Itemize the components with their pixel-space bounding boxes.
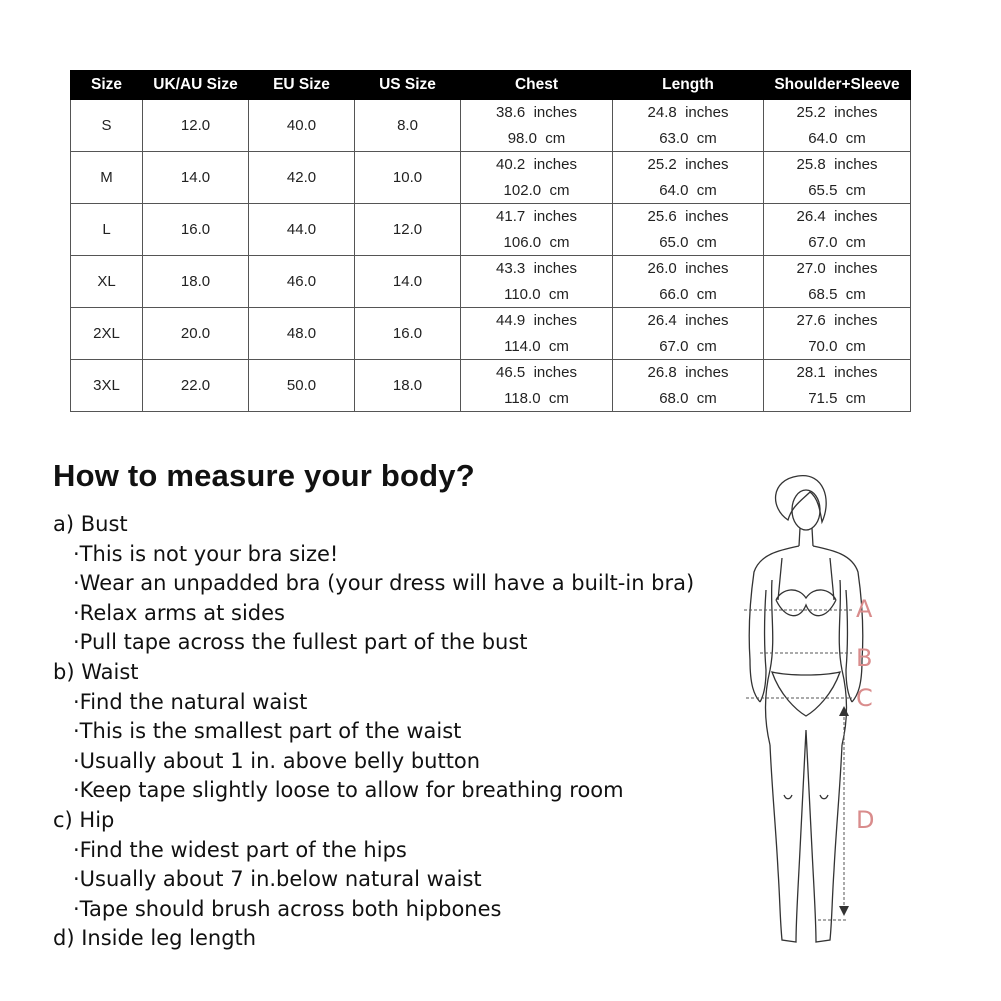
inches-line <box>461 360 612 386</box>
cm-value: 68.5 <box>808 285 838 303</box>
cm-value: 64.0 <box>808 129 838 147</box>
cell-size: M <box>71 152 143 204</box>
inches-unit: inches <box>685 156 729 173</box>
header-eu-size: EU Size <box>249 71 355 100</box>
cell-length <box>613 256 764 308</box>
cm-unit: cm <box>696 389 717 407</box>
table-row <box>71 204 911 256</box>
inches-unit: inches <box>834 364 878 381</box>
inches-line <box>613 308 763 334</box>
cm-unit: cm <box>549 181 570 199</box>
cell-size: S <box>71 100 143 152</box>
cm-value: 98.0 <box>507 129 537 147</box>
inches-unit: inches <box>834 156 878 173</box>
inches-line <box>461 152 612 178</box>
guide-tip: ·Wear an unpadded bra (your dress will have a built-in bra) <box>73 571 695 596</box>
cell-shoulder-sleeve <box>764 360 911 412</box>
cell-us-size: 8.0 <box>355 100 461 152</box>
cm-value: 67.0 <box>808 233 838 251</box>
cm-value: 118.0 <box>504 389 541 407</box>
table-header-row <box>71 71 911 100</box>
inches-value: 26.4 <box>647 312 677 329</box>
cell-eu-size: 50.0 <box>249 360 355 412</box>
label-b: B <box>856 644 873 672</box>
cm-value: 64.0 <box>659 181 689 199</box>
cm-unit: cm <box>845 337 866 355</box>
cell-eu-size: 44.0 <box>249 204 355 256</box>
size-chart-table <box>70 70 911 412</box>
table-row <box>71 256 911 308</box>
cell-chest <box>461 256 613 308</box>
inches-unit: inches <box>533 208 577 225</box>
cm-line <box>461 334 612 360</box>
cm-value: 102.0 <box>503 181 542 199</box>
table-row <box>71 308 911 360</box>
cell-uk-au-size: 14.0 <box>143 152 249 204</box>
header-us-size: US Size <box>355 71 461 100</box>
cell-length <box>613 308 764 360</box>
inches-unit: inches <box>685 312 729 329</box>
cell-eu-size: 48.0 <box>249 308 355 360</box>
label-a: A <box>856 595 873 623</box>
inches-value: 43.3 <box>496 260 526 277</box>
inches-value: 24.8 <box>647 104 677 121</box>
cm-line <box>461 386 612 412</box>
inches-value: 40.2 <box>496 156 526 173</box>
cm-unit: cm <box>696 285 717 303</box>
cell-size: 3XL <box>71 360 143 412</box>
guide-tip: ·Find the natural waist <box>73 689 308 714</box>
cell-shoulder-sleeve <box>764 256 911 308</box>
cm-unit: cm <box>696 181 717 199</box>
inches-unit: inches <box>533 104 577 121</box>
inches-value: 25.8 <box>796 156 826 173</box>
inches-unit: inches <box>533 364 577 381</box>
cm-line <box>764 126 910 152</box>
cm-value: 71.5 <box>808 389 838 407</box>
cell-uk-au-size: 18.0 <box>143 256 249 308</box>
cell-shoulder-sleeve <box>764 100 911 152</box>
inches-value: 27.6 <box>796 312 826 329</box>
cm-line <box>461 178 612 204</box>
inches-value: 46.5 <box>496 364 526 381</box>
cm-unit: cm <box>548 389 569 407</box>
cm-line <box>461 282 612 308</box>
inches-line <box>613 152 763 178</box>
cell-size: 2XL <box>71 308 143 360</box>
guide-section-heading: d) Inside leg length <box>53 926 257 951</box>
inches-value: 44.9 <box>496 312 526 329</box>
cm-line <box>764 334 910 360</box>
cm-unit: cm <box>696 233 717 251</box>
cm-line <box>613 178 763 204</box>
inches-value: 27.0 <box>796 260 826 277</box>
cell-eu-size: 42.0 <box>249 152 355 204</box>
cm-unit: cm <box>545 129 566 147</box>
cm-unit: cm <box>845 389 866 407</box>
inches-unit: inches <box>685 364 729 381</box>
cell-uk-au-size: 22.0 <box>143 360 249 412</box>
cm-unit: cm <box>548 285 569 303</box>
inches-line <box>764 256 910 282</box>
arrow-down-icon <box>839 906 849 916</box>
cm-value: 110.0 <box>504 285 541 303</box>
inches-value: 28.1 <box>796 364 826 381</box>
cm-value: 67.0 <box>659 337 689 355</box>
table-row <box>71 100 911 152</box>
neck-outline <box>799 528 813 546</box>
guide-tip: ·Find the widest part of the hips <box>73 837 407 862</box>
cm-line <box>461 126 612 152</box>
cm-value: 70.0 <box>808 337 838 355</box>
guide-section-heading: a) Bust <box>53 512 128 536</box>
guide-tip: ·Pull tape across the fullest part of the bust <box>73 630 528 655</box>
inches-unit: inches <box>834 312 878 329</box>
inches-line <box>764 100 910 126</box>
legs-outline <box>770 730 842 942</box>
cell-chest <box>461 100 613 152</box>
inches-value: 41.7 <box>496 208 526 225</box>
header-uk-au-size: UK/AU Size <box>143 71 249 100</box>
cm-line <box>764 386 910 412</box>
cm-value: 63.0 <box>659 129 689 147</box>
cell-length <box>613 100 764 152</box>
cell-us-size: 14.0 <box>355 256 461 308</box>
cm-unit: cm <box>845 129 866 147</box>
cell-shoulder-sleeve <box>764 204 911 256</box>
cm-line <box>613 282 763 308</box>
cell-us-size: 16.0 <box>355 308 461 360</box>
cell-chest <box>461 308 613 360</box>
cell-chest <box>461 360 613 412</box>
inches-unit: inches <box>533 312 577 329</box>
cell-size: L <box>71 204 143 256</box>
cm-value: 106.0 <box>503 233 542 251</box>
inches-value: 25.2 <box>647 156 677 173</box>
inches-unit: inches <box>834 260 878 277</box>
inches-value: 25.2 <box>796 104 826 121</box>
inches-unit: inches <box>685 104 729 121</box>
header-length: Length <box>613 71 764 100</box>
cm-line <box>613 386 763 412</box>
cell-us-size: 12.0 <box>355 204 461 256</box>
table-row <box>71 360 911 412</box>
cm-unit: cm <box>845 233 866 251</box>
cell-uk-au-size: 12.0 <box>143 100 249 152</box>
cell-eu-size: 40.0 <box>249 100 355 152</box>
guide-section-heading: b) Waist <box>53 659 139 684</box>
inches-unit: inches <box>685 260 729 277</box>
cell-chest <box>461 152 613 204</box>
inches-line <box>764 204 910 230</box>
guide-tip: ·Keep tape slightly loose to allow for breathing room <box>73 778 624 803</box>
body-measurement-figure <box>720 470 890 960</box>
cell-length <box>613 204 764 256</box>
briefs-outline <box>772 672 840 716</box>
cm-value: 66.0 <box>659 285 689 303</box>
header-chest: Chest <box>461 71 613 100</box>
cell-shoulder-sleeve <box>764 152 911 204</box>
label-d: D <box>856 806 875 834</box>
arms-inner-outline <box>760 590 852 702</box>
header-size: Size <box>71 71 143 100</box>
inches-line <box>613 256 763 282</box>
cell-chest <box>461 204 613 256</box>
cm-line <box>461 230 612 256</box>
inches-line <box>461 100 612 126</box>
cm-unit: cm <box>548 337 569 355</box>
inches-line <box>613 204 763 230</box>
cm-line <box>613 334 763 360</box>
cm-line <box>764 178 910 204</box>
inches-line <box>764 152 910 178</box>
cell-uk-au-size: 16.0 <box>143 204 249 256</box>
inches-line <box>613 100 763 126</box>
cm-line <box>764 282 910 308</box>
hair-outline <box>776 476 827 522</box>
cm-unit: cm <box>696 337 717 355</box>
cm-value: 114.0 <box>504 337 541 355</box>
cell-length <box>613 360 764 412</box>
guide-tip: ·Relax arms at sides <box>73 600 285 625</box>
knees-outline <box>784 795 828 799</box>
cm-value: 65.5 <box>808 181 838 199</box>
inches-unit: inches <box>533 260 577 277</box>
cell-us-size: 18.0 <box>355 360 461 412</box>
cm-line <box>613 230 763 256</box>
cell-length <box>613 152 764 204</box>
inches-line <box>613 360 763 386</box>
guide-tip: ·Usually about 7 in.below natural waist <box>73 867 482 892</box>
cell-eu-size: 46.0 <box>249 256 355 308</box>
inches-line <box>461 256 612 282</box>
inches-line <box>461 204 612 230</box>
table-row <box>71 152 911 204</box>
guide-section-heading: c) Hip <box>53 807 115 832</box>
cell-size: XL <box>71 256 143 308</box>
inches-value: 26.0 <box>647 260 677 277</box>
cell-uk-au-size: 20.0 <box>143 308 249 360</box>
inches-line <box>461 308 612 334</box>
measure-guide-title: How to measure your body? <box>53 458 475 493</box>
bra-outline <box>776 558 836 616</box>
inches-line <box>764 308 910 334</box>
arrow-up-icon <box>839 706 849 716</box>
label-c: C <box>856 684 873 712</box>
guide-tip: ·This is not your bra size! <box>73 541 339 566</box>
measure-guide-list <box>53 510 694 954</box>
header-shoulder-sleeve: Shoulder+Sleeve <box>764 71 911 100</box>
inches-value: 25.6 <box>647 208 677 225</box>
cell-shoulder-sleeve <box>764 308 911 360</box>
cm-unit: cm <box>845 285 866 303</box>
guide-tip: ·Usually about 1 in. above belly button <box>73 748 481 773</box>
cm-value: 68.0 <box>659 389 689 407</box>
cell-us-size: 10.0 <box>355 152 461 204</box>
inches-line <box>764 360 910 386</box>
inches-value: 26.8 <box>647 364 677 381</box>
cm-unit: cm <box>549 233 570 251</box>
inches-unit: inches <box>834 208 878 225</box>
inches-unit: inches <box>685 208 729 225</box>
inches-value: 26.4 <box>796 208 826 225</box>
guide-tip: ·Tape should brush across both hipbones <box>73 896 502 921</box>
inches-value: 38.6 <box>496 104 526 121</box>
guide-tip: ·This is the smallest part of the waist <box>73 719 462 744</box>
cm-unit: cm <box>696 129 717 147</box>
cm-unit: cm <box>845 181 866 199</box>
inches-unit: inches <box>533 156 577 173</box>
cm-line <box>613 126 763 152</box>
cm-value: 65.0 <box>659 233 689 251</box>
cm-line <box>764 230 910 256</box>
inches-unit: inches <box>834 104 878 121</box>
